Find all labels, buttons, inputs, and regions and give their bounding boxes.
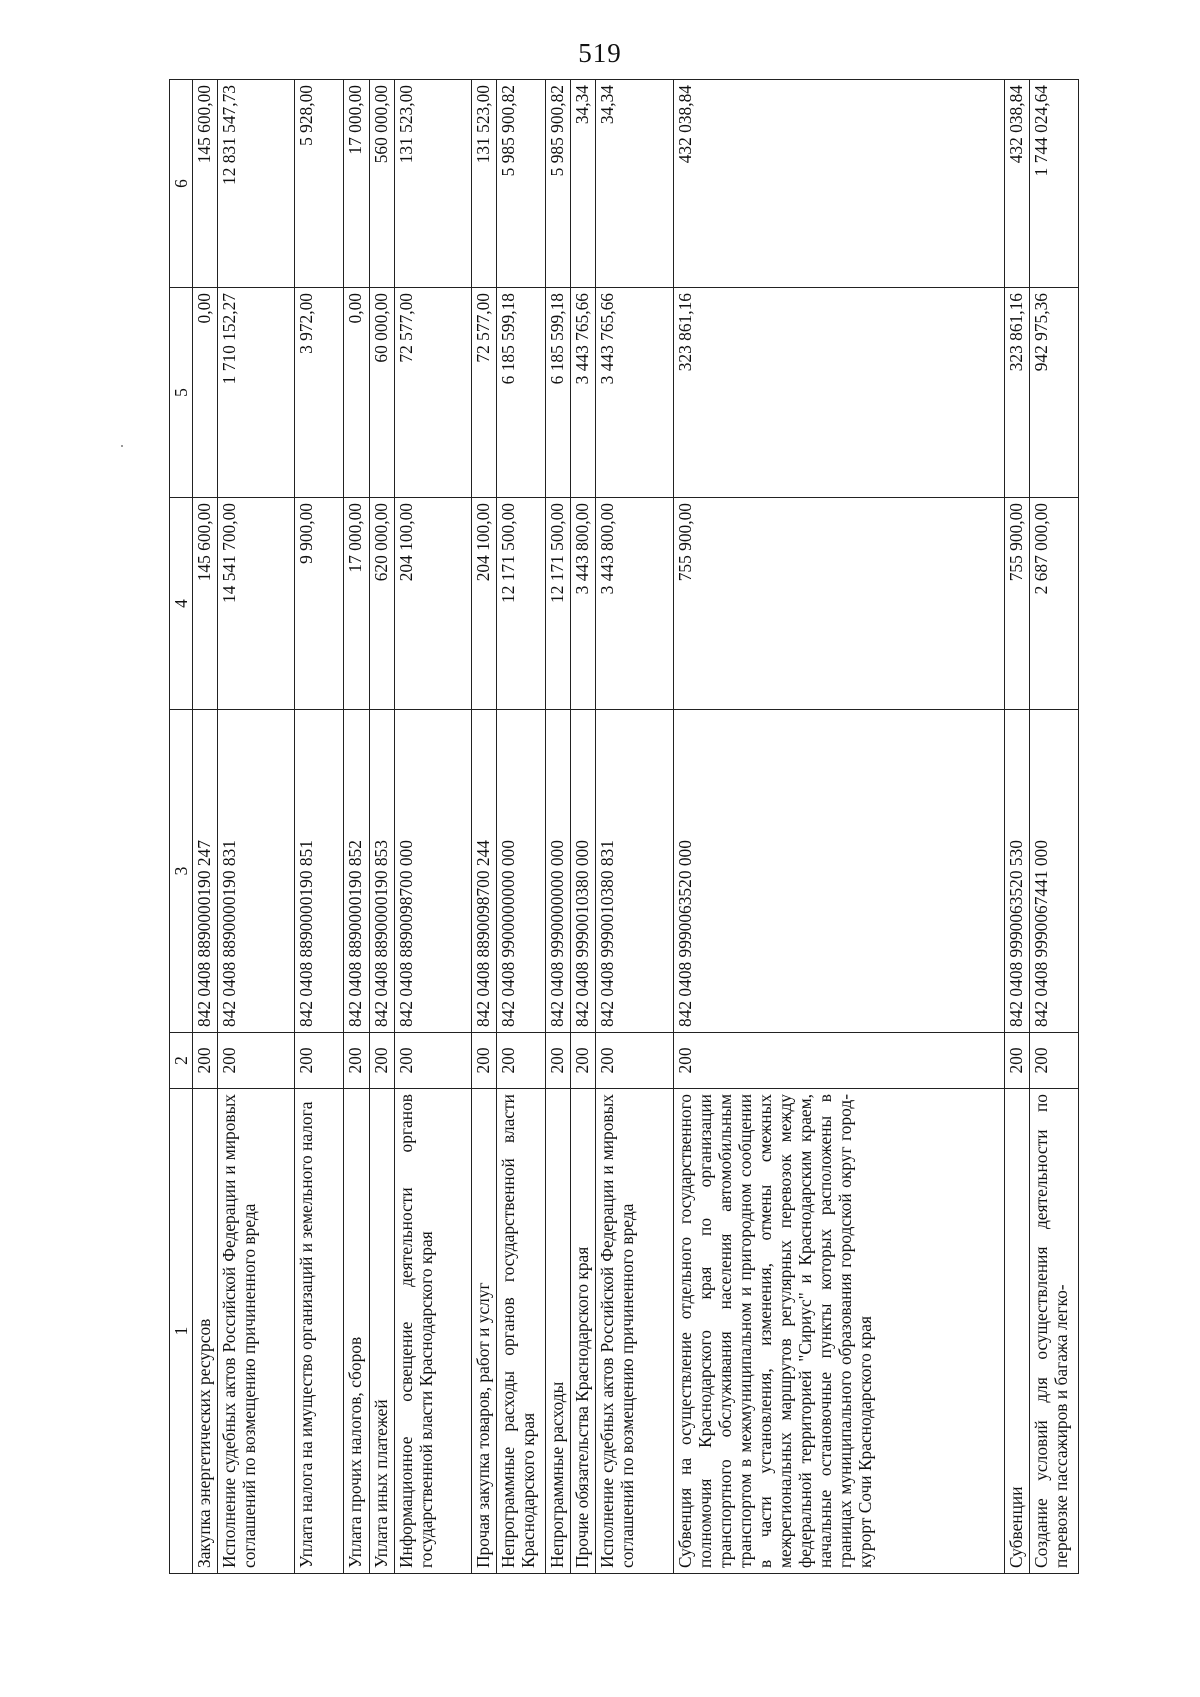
row-name: Информационное освещение деятельности органов государственной власти Краснодарского края xyxy=(394,1089,471,1574)
col2-value: 200 xyxy=(571,1033,596,1089)
col6-value: 131 523,00 xyxy=(394,80,471,288)
col4-value: 14 541 700,00 xyxy=(218,498,295,710)
header-row xyxy=(170,80,193,1574)
budget-code: 842 0408 8890098700 244 xyxy=(472,710,497,1033)
budget-code: 842 0408 8890098700 000 xyxy=(394,710,471,1033)
table-row xyxy=(546,80,571,1574)
table-row xyxy=(1029,80,1078,1574)
col6-value: 1 744 024,64 xyxy=(1029,80,1078,288)
col2-value: 200 xyxy=(596,1033,673,1089)
col5-value: 1 710 152,27 xyxy=(218,288,295,498)
row-name: Субвенция на осуществление отдельного государственного полномочия Краснодарского края по организации транспортного обслуживания населения автомобильным транспортом в межмуниципальном и пригородном сообщении в части установления, изменения, отмены смежных межрегиональных маршрутов регулярных перевозок между федеральной территорией "Сириус" и Краснодарским краем, начальные остановочные пункты которых расположены в границах муниципального образования городской округ город-курорт Сочи Краснодарского края xyxy=(673,1089,1004,1574)
col2-value: 200 xyxy=(546,1033,571,1089)
table-row xyxy=(394,80,471,1574)
col5-value: 3 443 765,66 xyxy=(571,288,596,498)
table-row xyxy=(673,80,1004,1574)
col4-value: 2 687 000,00 xyxy=(1029,498,1078,710)
col2-value: 200 xyxy=(1004,1033,1029,1089)
col2-value: 200 xyxy=(673,1033,1004,1089)
col5-value: 72 577,00 xyxy=(394,288,471,498)
col2-value: 200 xyxy=(369,1033,394,1089)
col6-value: 5 985 900,82 xyxy=(497,80,546,288)
col4-value: 17 000,00 xyxy=(344,498,369,710)
table-row xyxy=(218,80,295,1574)
col4-value: 204 100,00 xyxy=(394,498,471,710)
column-header: 5 xyxy=(170,288,193,498)
column-header: 1 xyxy=(170,1089,193,1574)
row-name: Прочие обязательства Краснодарского края xyxy=(571,1089,596,1574)
row-name: Закупка энергетических ресурсов xyxy=(193,1089,218,1574)
table-row xyxy=(1004,80,1029,1574)
page-number: 519 xyxy=(578,38,622,68)
col2-value: 200 xyxy=(295,1033,344,1089)
budget-code: 842 0408 9900000000 000 xyxy=(497,710,546,1033)
row-name: Уплата прочих налогов, сборов xyxy=(344,1089,369,1574)
col6-value: 12 831 547,73 xyxy=(218,80,295,288)
col5-value: 3 443 765,66 xyxy=(596,288,673,498)
budget-code: 842 0408 8890000190 853 xyxy=(369,710,394,1033)
col6-value: 5 928,00 xyxy=(295,80,344,288)
row-name: Субвенции xyxy=(1004,1089,1029,1574)
col4-value: 12 171 500,00 xyxy=(546,498,571,710)
col5-value: 942 975,36 xyxy=(1029,288,1078,498)
table-body xyxy=(193,80,1079,1574)
col4-value: 145 600,00 xyxy=(193,498,218,710)
col6-value: 17 000,00 xyxy=(344,80,369,288)
table-row xyxy=(295,80,344,1574)
col2-value: 200 xyxy=(344,1033,369,1089)
col5-value: 323 861,16 xyxy=(673,288,1004,498)
table-row xyxy=(344,80,369,1574)
budget-code: 842 0408 8890000190 247 xyxy=(193,710,218,1033)
table-row xyxy=(369,80,394,1574)
col5-value: 72 577,00 xyxy=(472,288,497,498)
col4-value: 3 443 800,00 xyxy=(596,498,673,710)
col5-value: 6 185 599,18 xyxy=(546,288,571,498)
col5-value: 0,00 xyxy=(344,288,369,498)
col6-value: 5 985 900,82 xyxy=(546,80,571,288)
col2-value: 200 xyxy=(1029,1033,1078,1089)
col2-value: 200 xyxy=(193,1033,218,1089)
col2-value: 200 xyxy=(218,1033,295,1089)
col4-value: 755 900,00 xyxy=(673,498,1004,710)
col4-value: 9 900,00 xyxy=(295,498,344,710)
table-row xyxy=(596,80,673,1574)
col4-value: 204 100,00 xyxy=(472,498,497,710)
col6-value: 432 038,84 xyxy=(673,80,1004,288)
budget-code: 842 0408 8890000190 831 xyxy=(218,710,295,1033)
col2-value: 200 xyxy=(472,1033,497,1089)
table-row xyxy=(497,80,546,1574)
col2-value: 200 xyxy=(394,1033,471,1089)
row-name: Уплата иных платежей xyxy=(369,1089,394,1574)
scan-speck xyxy=(121,445,123,447)
col2-value: 200 xyxy=(497,1033,546,1089)
budget-code: 842 0408 8890000190 852 xyxy=(344,710,369,1033)
row-name: Непрограммные расходы xyxy=(546,1089,571,1574)
table-row xyxy=(193,80,218,1574)
col5-value: 0,00 xyxy=(193,288,218,498)
col6-value: 432 038,84 xyxy=(1004,80,1029,288)
budget-code: 842 0408 9990063520 530 xyxy=(1004,710,1029,1033)
budget-code: 842 0408 9990000000 000 xyxy=(546,710,571,1033)
budget-code: 842 0408 9990010380 000 xyxy=(571,710,596,1033)
row-name: Прочая закупка товаров, работ и услуг xyxy=(472,1089,497,1574)
col5-value: 6 185 599,18 xyxy=(497,288,546,498)
col6-value: 34,34 xyxy=(571,80,596,288)
column-header: 6 xyxy=(170,80,193,288)
col4-value: 3 443 800,00 xyxy=(571,498,596,710)
col5-value: 323 861,16 xyxy=(1004,288,1029,498)
col6-value: 145 600,00 xyxy=(193,80,218,288)
row-name: Непрограммные расходы органов государственной власти Краснодарского края xyxy=(497,1089,546,1574)
col5-value: 60 000,00 xyxy=(369,288,394,498)
column-header: 2 xyxy=(170,1033,193,1089)
col4-value: 12 171 500,00 xyxy=(497,498,546,710)
col6-value: 560 000,00 xyxy=(369,80,394,288)
column-header: 3 xyxy=(170,710,193,1033)
table-row xyxy=(472,80,497,1574)
budget-table xyxy=(169,79,1079,1574)
table-row xyxy=(571,80,596,1574)
row-name: Исполнение судебных актов Российской Федерации и мировых соглашений по возмещению причиненного вреда xyxy=(596,1089,673,1574)
col5-value: 3 972,00 xyxy=(295,288,344,498)
col6-value: 34,34 xyxy=(596,80,673,288)
column-header: 4 xyxy=(170,498,193,710)
budget-code: 842 0408 9990067441 000 xyxy=(1029,710,1078,1033)
budget-code: 842 0408 8890000190 851 xyxy=(295,710,344,1033)
row-name: Уплата налога на имущество организаций и земельного налога xyxy=(295,1089,344,1574)
rotated-table-container xyxy=(169,80,1079,1574)
row-name: Исполнение судебных актов Российской Федерации и мировых соглашений по возмещению причиненного вреда xyxy=(218,1089,295,1574)
row-name: Создание условий для осуществления деятельности по перевозке пассажиров и багажа легко- xyxy=(1029,1089,1078,1574)
col6-value: 131 523,00 xyxy=(472,80,497,288)
col4-value: 620 000,00 xyxy=(369,498,394,710)
budget-code: 842 0408 9990063520 000 xyxy=(673,710,1004,1033)
col4-value: 755 900,00 xyxy=(1004,498,1029,710)
budget-code: 842 0408 9990010380 831 xyxy=(596,710,673,1033)
